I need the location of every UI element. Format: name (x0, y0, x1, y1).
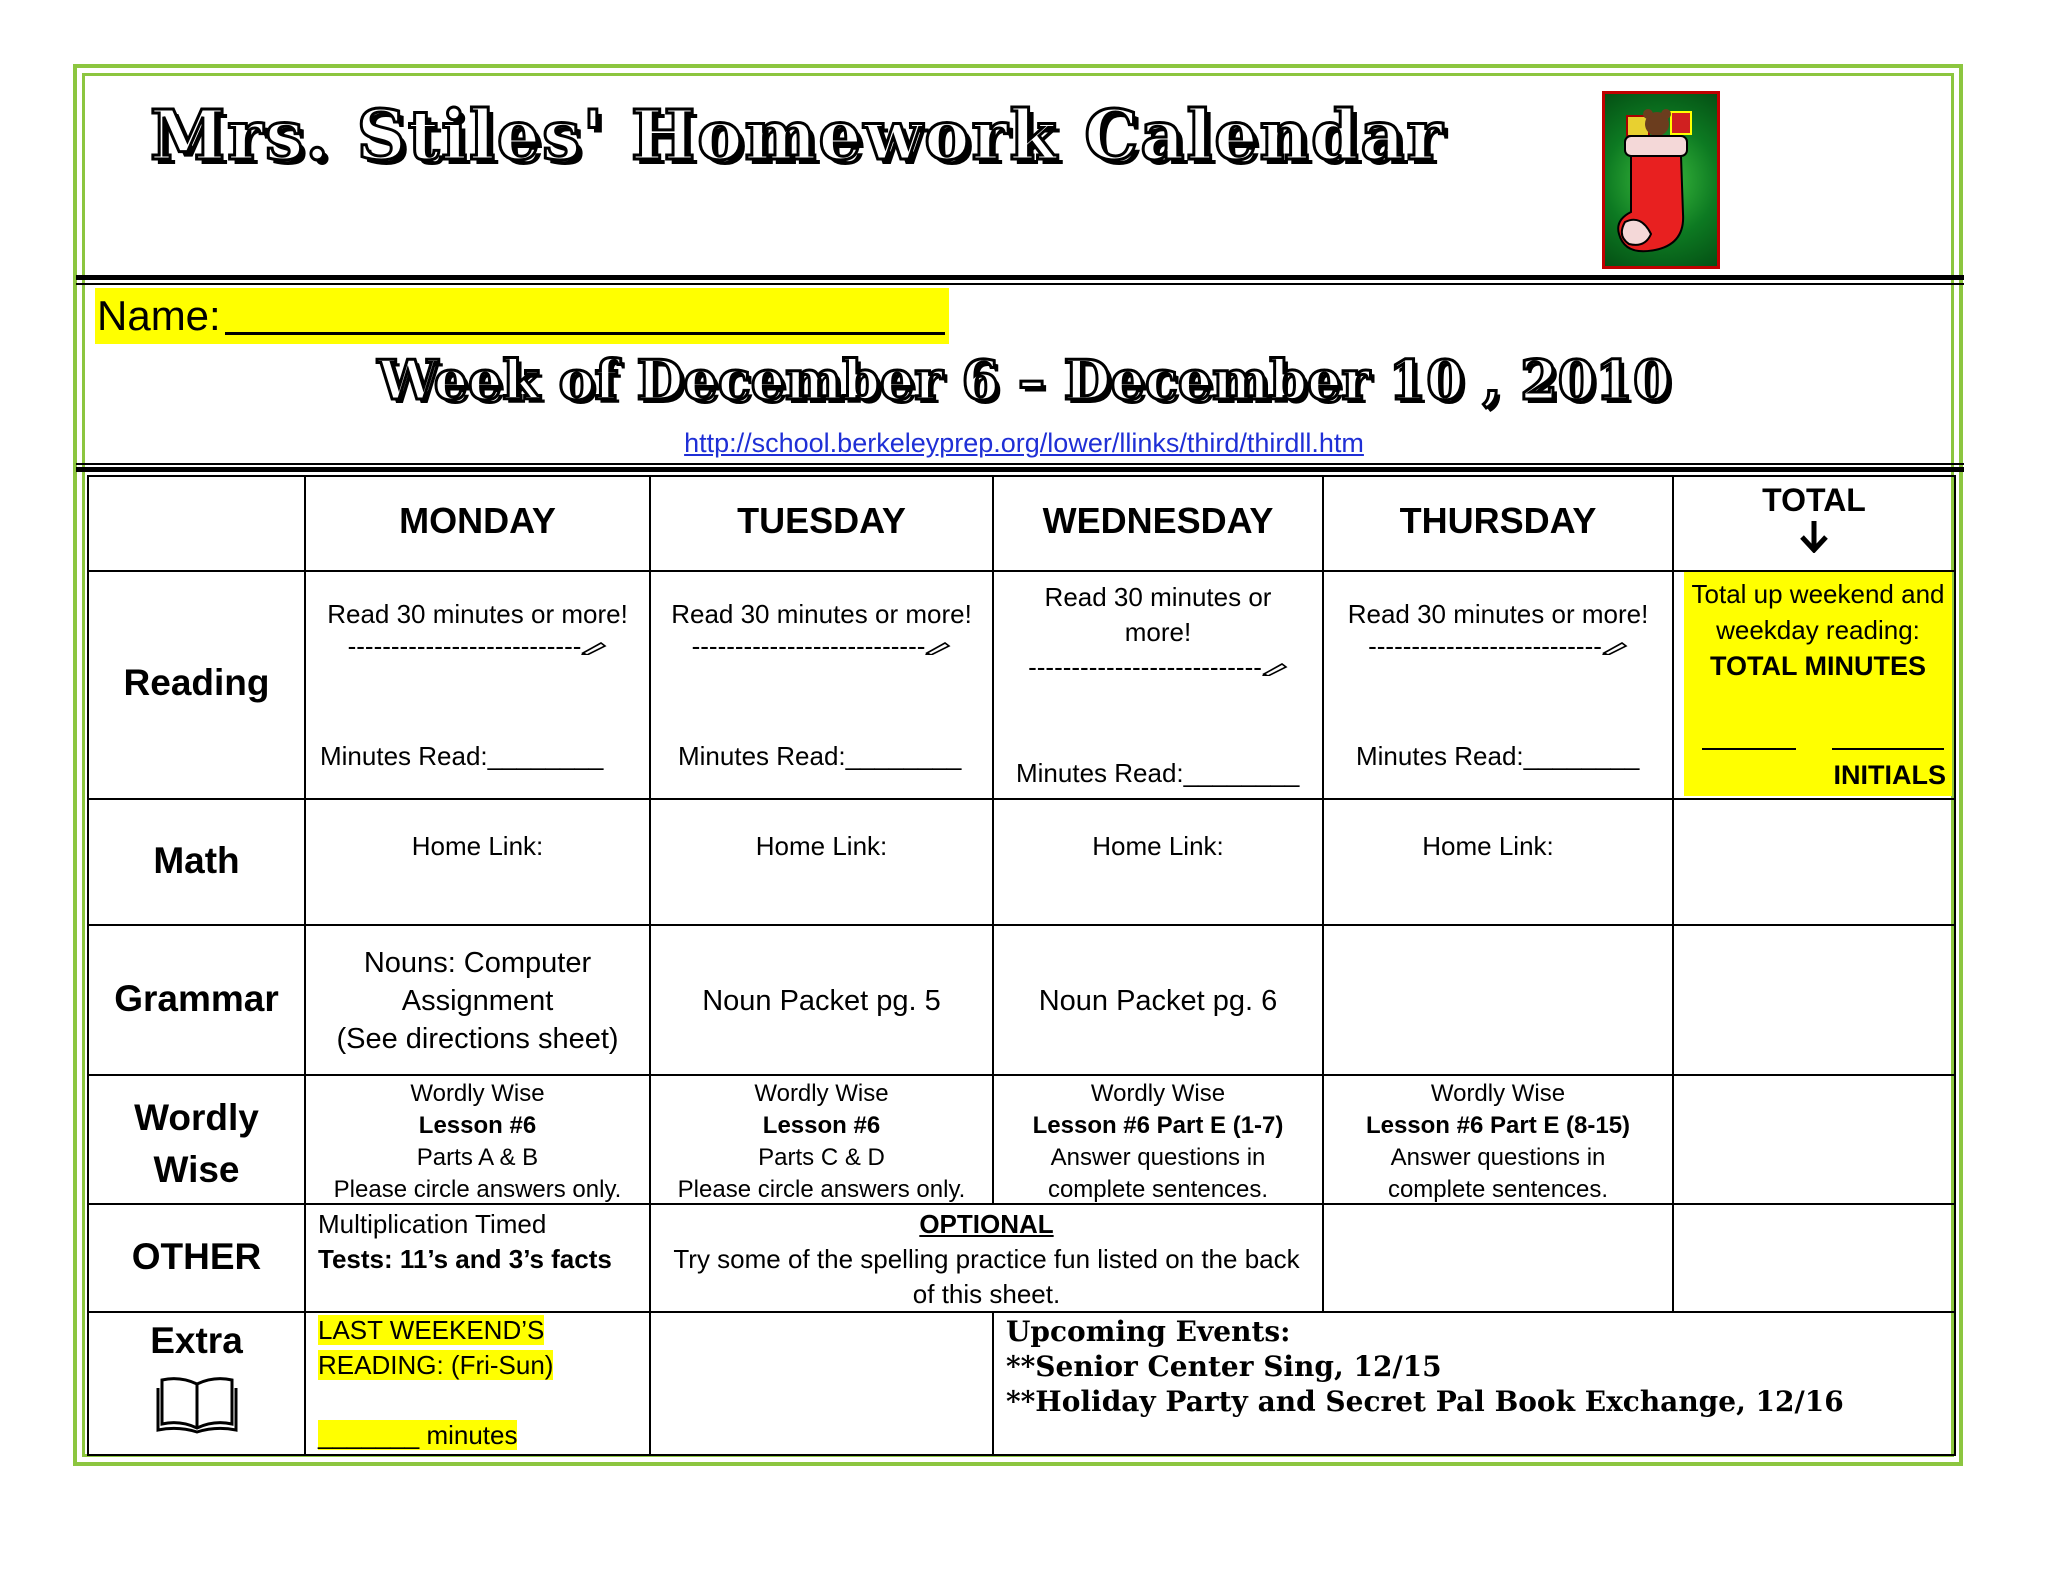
wordly-tuesday-lesson: Lesson #6 (762, 1112, 881, 1139)
grammar-monday-1: Nouns: Computer (363, 947, 592, 979)
minutes-read-thursday[interactable]: Minutes Read:________ (1356, 741, 1640, 771)
book-icon (156, 1374, 238, 1434)
optional-text-1: Try some of the spelling practice fun listed on the back (673, 1244, 1300, 1274)
row-label-extra (89, 1320, 304, 1443)
initials-label: INITIALS (1833, 760, 1946, 790)
minutes-read-wednesday[interactable]: Minutes Read:________ (1016, 758, 1300, 788)
grammar-monday-3: (See directions sheet) (336, 1023, 619, 1055)
stocking-icon (1605, 94, 1717, 266)
other-monday-2: Tests: 11’s and 3’s facts (318, 1244, 612, 1274)
grammar-monday-2: Assignment (401, 985, 554, 1017)
row-label-wise: Wise (153, 1149, 240, 1190)
header-total (1674, 482, 1954, 558)
dash-line: --------------------------- (1028, 652, 1262, 682)
grid-line (88, 798, 1956, 800)
reading-tuesday-text: Read 30 minutes or more! (671, 599, 972, 629)
grid-line (88, 570, 1956, 572)
wordly-tuesday-parts: Parts C & D (758, 1144, 885, 1171)
total-instructions (1684, 576, 1952, 684)
name-line (225, 288, 945, 335)
school-link[interactable]: http://school.berkeleyprep.org/lower/llinks/third/thirdll.htm (684, 428, 1364, 458)
other-monday (318, 1207, 648, 1277)
extra-weekend-reading[interactable] (318, 1313, 648, 1453)
wordly-wednesday-lesson: Lesson #6 Part E (1-7) (1032, 1112, 1284, 1139)
header-monday: MONDAY (399, 500, 556, 541)
grammar-tuesday: Noun Packet pg. 5 (702, 985, 941, 1017)
dash-line: --------------------------- (1368, 631, 1602, 661)
reading-dashes (306, 630, 649, 662)
wordly-wednesday-note-1: Answer questions in (1050, 1144, 1266, 1171)
total-text-2: weekday reading: (1716, 615, 1920, 645)
wordly-thursday-note-1: Answer questions in (1390, 1144, 1606, 1171)
event-2: **Holiday Party and Secret Pal Book Exchange, 12/16 (1006, 1385, 1844, 1418)
other-optional (651, 1207, 1322, 1312)
pencil-icon (1262, 662, 1288, 676)
reading-wednesday-text-1: Read 30 minutes or (1044, 582, 1272, 612)
reading-monday (306, 598, 649, 662)
upcoming-events (1006, 1314, 1946, 1419)
grid-line (649, 1311, 651, 1456)
total-text-1: Total up weekend and (1691, 579, 1945, 609)
wordly-wednesday (994, 1078, 1322, 1206)
wordly-tuesday-note: Please circle answers only. (677, 1176, 966, 1203)
header-wednesday: WEDNESDAY (1042, 500, 1274, 541)
name-field[interactable] (95, 288, 949, 344)
total-minutes-line (1702, 748, 1796, 750)
optional-label: OPTIONAL (919, 1209, 1054, 1239)
math-thursday: Home Link: (1422, 831, 1554, 861)
row-label-reading: Reading (123, 662, 270, 703)
reading-tuesday (651, 598, 992, 662)
reading-dashes (651, 630, 992, 662)
events-title: Upcoming Events: (1006, 1315, 1291, 1348)
grid-line (1672, 475, 1674, 1311)
wordly-monday-note: Please circle answers only. (333, 1176, 622, 1203)
weekend-1: LAST WEEKEND’S (318, 1315, 545, 1345)
grammar-wednesday: Noun Packet pg. 6 (1038, 985, 1278, 1017)
minutes-read-monday[interactable]: Minutes Read:________ (320, 741, 604, 771)
pencil-icon (925, 641, 951, 655)
wordly-wednesday-note-2: complete sentences. (1047, 1176, 1269, 1203)
total-minutes-label: TOTAL MINUTES (1710, 651, 1926, 681)
reading-monday-text: Read 30 minutes or more! (327, 599, 628, 629)
wordly-monday (306, 1078, 649, 1206)
weekend-3: _______ minutes (318, 1420, 518, 1450)
total-reading-box[interactable] (1684, 572, 1952, 796)
reading-wednesday-text-2: more! (1124, 617, 1192, 647)
wordly-thursday-lesson: Lesson #6 Part E (8-15) (1365, 1112, 1631, 1139)
grammar-monday (306, 944, 649, 1058)
initials-line (1832, 748, 1944, 750)
divider-top (76, 275, 1964, 280)
divider-top-thin (76, 283, 1964, 285)
event-1: **Senior Center Sing, 12/15 (1006, 1350, 1442, 1383)
reading-thursday (1324, 598, 1672, 662)
optional-text-2: of this sheet. (912, 1279, 1061, 1309)
weekend-2: READING: (Fri-Sun) (318, 1350, 554, 1380)
row-label-other: OTHER (131, 1236, 262, 1277)
wordly-monday-title: Wordly Wise (410, 1080, 545, 1107)
extra-label: Extra (150, 1320, 243, 1361)
row-label-grammar: Grammar (114, 978, 279, 1019)
math-wednesday: Home Link: (1092, 831, 1224, 861)
reading-wednesday (994, 580, 1322, 685)
minutes-read-tuesday[interactable]: Minutes Read:________ (678, 741, 962, 771)
week-heading: Week of December 6 – December 10 , 2010 (377, 348, 1671, 412)
wordly-wednesday-title: Wordly Wise (1090, 1080, 1226, 1107)
reading-dashes (1324, 630, 1672, 662)
row-label-math: Math (153, 840, 240, 881)
math-monday: Home Link: (411, 831, 544, 861)
grid-line (88, 475, 1956, 477)
pencil-icon (581, 641, 607, 655)
other-monday-1: Multiplication Timed (318, 1209, 547, 1239)
wordly-thursday (1324, 1078, 1672, 1206)
total-label: TOTAL (1762, 482, 1866, 518)
wordly-thursday-note-2: complete sentences. (1387, 1176, 1609, 1203)
name-label: Name: (97, 292, 221, 339)
header-tuesday: TUESDAY (737, 500, 906, 541)
header-thursday: THURSDAY (1399, 500, 1597, 541)
grid-line (88, 1074, 1956, 1076)
dash-line: --------------------------- (347, 631, 582, 661)
row-label-wordly: Wordly (134, 1097, 259, 1138)
wordly-monday-lesson: Lesson #6 (418, 1112, 537, 1139)
grid-line (88, 1454, 1956, 1456)
pencil-icon (1602, 641, 1628, 655)
wordly-tuesday-title: Wordly Wise (754, 1080, 889, 1107)
grid-line (1954, 475, 1956, 1456)
divider-bottom (76, 467, 1964, 472)
grid-line (992, 1311, 994, 1456)
grid-line (88, 924, 1956, 926)
page-title: Mrs. Stiles' Homework Calendar (150, 96, 1445, 176)
divider-bottom-thin (76, 463, 1964, 465)
reading-dashes (994, 650, 1322, 685)
stocking-image (1602, 91, 1720, 269)
dash-line: --------------------------- (691, 631, 926, 661)
wordly-thursday-title: Wordly Wise (1430, 1080, 1566, 1107)
arrow-down-icon (1798, 519, 1830, 553)
reading-thursday-text: Read 30 minutes or more! (1347, 599, 1649, 629)
wordly-tuesday (651, 1078, 992, 1206)
row-label-wordly-wise (89, 1092, 304, 1196)
wordly-monday-parts: Parts A & B (416, 1144, 539, 1171)
math-tuesday: Home Link: (755, 831, 888, 861)
grid-line (87, 475, 89, 1456)
